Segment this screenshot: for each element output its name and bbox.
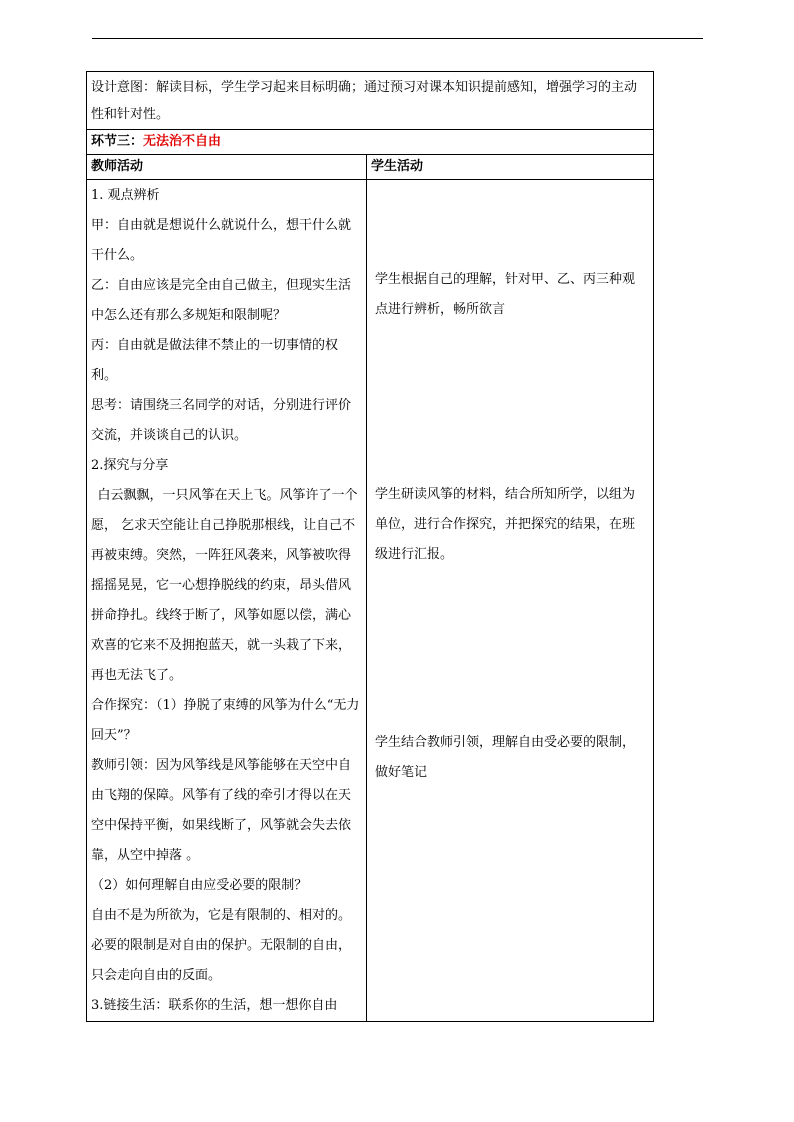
teacher-paragraph: 乙：自由应该是完全由自己做主，但现实生活中怎么还有那么多规矩和限制呢？ — [91, 278, 352, 323]
activity-row — [87, 180, 654, 1022]
teacher-paragraph: 1. 观点辨析 — [91, 188, 160, 203]
design-intent-row — [87, 72, 654, 130]
teacher-activity-cell — [87, 180, 367, 1022]
teacher-column-header: 教师活动 — [87, 155, 367, 180]
teacher-paragraph: 白云飘飘，一只风筝在天上飞。风筝许了一个愿， 乞求天空能让自己挣脱那根线，让自己不再被束缚。突然，一阵狂风袭来，风筝被吹得摇摇晃晃，它一心想挣脱线的约束，昂头借风拼命挣扎。线终于断了，风筝如愿以偿，满心欢喜的它来不及拥抱蓝天，就一头栽了下来，再也无法飞了。 — [91, 488, 358, 683]
teacher-paragraph: 2.探究与分享 — [91, 458, 169, 473]
teacher-paragraph: 甲：自由就是想说什么就说什么，想干什么就干什么。 — [91, 218, 352, 263]
header-rule — [92, 38, 703, 39]
teacher-paragraph: 自由不是为所欲为，它是有限制的、相对的。必要的限制是对自由的保护。无限制的自由，只会走向自由的反面。 — [91, 908, 352, 983]
design-intent: 设计意图：解读目标，学生学习起来目标明确；通过预习对课本知识提前感知，增强学习的主动性和针对性。 — [87, 72, 654, 130]
stage-label: 环节三： — [91, 134, 144, 149]
teacher-paragraph: 合作探究：（1）挣脱了束缚的风筝为什么“无力回天”？ — [91, 698, 360, 743]
student-column-header: 学生活动 — [367, 155, 654, 180]
column-header-row — [87, 155, 654, 180]
stage-heading — [87, 130, 654, 155]
stage-title: 无法治不自由 — [143, 134, 222, 149]
student-activity-cell — [367, 180, 654, 1022]
stage-row — [87, 130, 654, 155]
student-note: 学生结合教师引领，理解自由受必要的限制，做好笔记 — [375, 735, 636, 780]
student-note: 学生研读风筝的材料，结合所知所学，以组为单位，进行合作探究，并把探究的结果，在班级进行汇报。 — [375, 487, 636, 562]
teacher-paragraph: 教师引领：因为风筝线是风筝能够在天空中自由飞翔的保障。风筝有了线的牵引才得以在天空中保持平衡，如果线断了，风筝就会失去依靠，从空中掉落 。 — [91, 758, 352, 863]
teacher-paragraph: 3.链接生活：联系你的生活，想一想你自由 — [91, 998, 338, 1013]
teacher-paragraph: （2）如何理解自由应受必要的限制？ — [91, 878, 308, 893]
teacher-paragraph: 思考：请围绕三名同学的对话，分别进行评价交流，并谈谈自己的认识。 — [91, 398, 352, 443]
lesson-plan-table — [86, 71, 654, 1022]
student-note: 学生根据自己的理解，针对甲、乙、丙三种观点进行辨析，畅所欲言 — [375, 272, 636, 317]
teacher-paragraph: 丙：自由就是做法律不禁止的一切事情的权利。 — [91, 338, 339, 383]
